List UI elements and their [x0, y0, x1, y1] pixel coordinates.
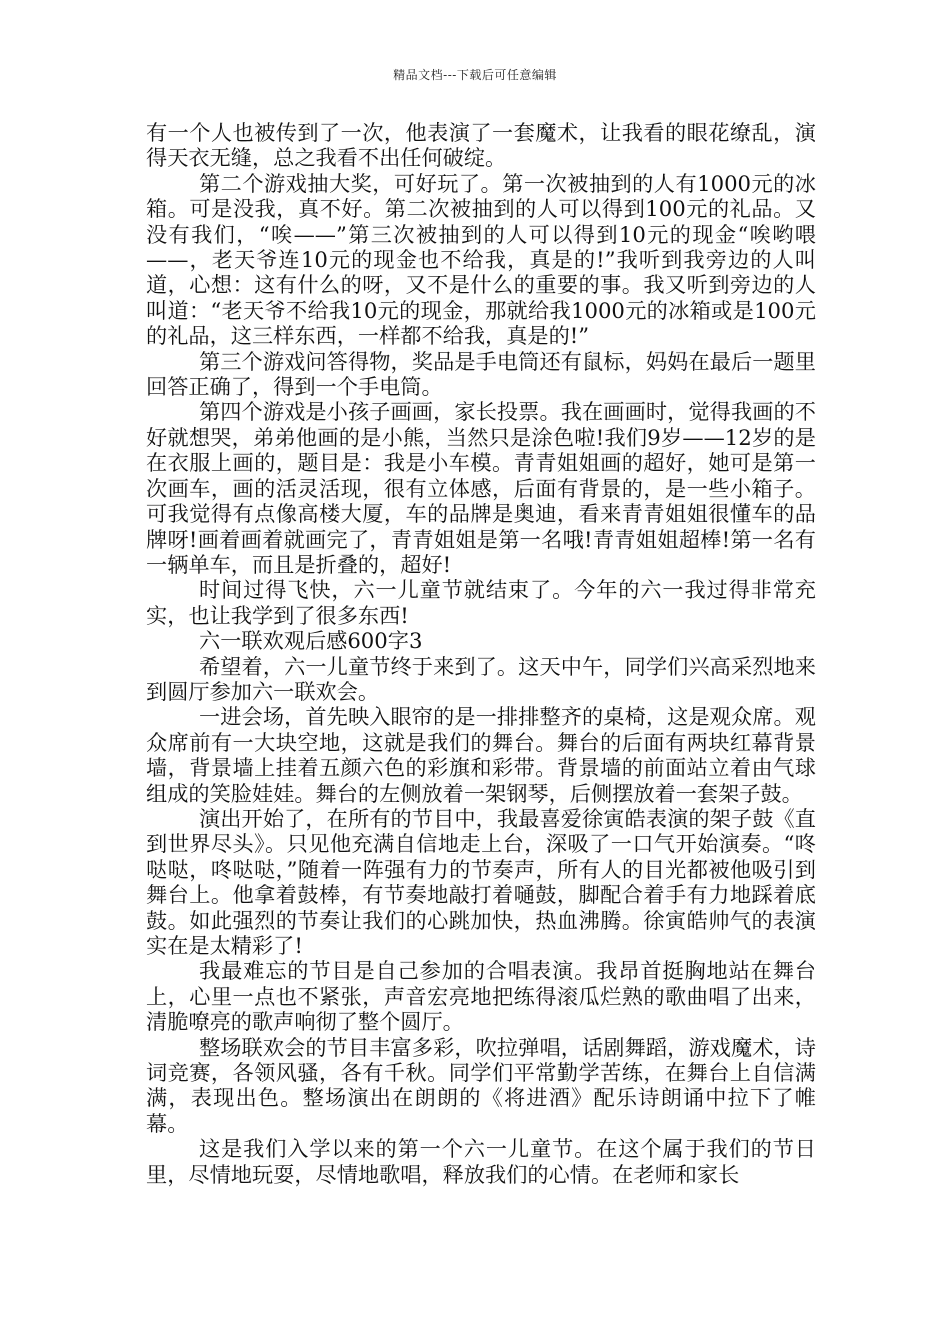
paragraph: 一进会场，首先映入眼帘的是一排排整齐的桌椅，这是观众席。观众席前有一大块空地，这就是我们的舞台。舞台的后面有两块红幕背景墙，背景墙上挂着五颜六色的彩旗和彩带。背景墙的前面站立着由气球组成的笑脸娃娃。舞台的左侧放着一架钢琴，后侧摆放着一套架子鼓。 — [146, 704, 816, 806]
paragraph: 我最难忘的节目是自己参加的合唱表演。我昂首挺胸地站在舞台上，心里一点也不紧张，声音宏亮地把练得滚瓜烂熟的歌曲唱了出来，清脆嘹亮的歌声响彻了整个圆厅。 — [146, 958, 816, 1035]
paragraph: 希望着，六一儿童节终于来到了。这天中午，同学们兴高采烈地来到圆厅参加六一联欢会。 — [146, 653, 816, 704]
section-title: 六一联欢观后感600字3 — [199, 628, 423, 654]
paragraph: 有一个人也被传到了一次，他表演了一套魔术，让我看的眼花缭乱，演得天衣无缝，总之我看不出任何破绽。 — [146, 120, 816, 171]
paragraph: 这是我们入学以来的第一个六一儿童节。在这个属于我们的节日里，尽情地玩耍，尽情地歌唱，释放我们的心情。在老师和家长 — [146, 1136, 816, 1187]
paragraph: 整场联欢会的节目丰富多彩，吹拉弹唱，话剧舞蹈，游戏魔术，诗词竞赛，各领风骚，各有千秋。同学们平常勤学苦练，在舞台上自信满满，表现出色。整场演出在朗朗的《将进酒》配乐诗朗诵中拉下了帷幕。 — [146, 1034, 816, 1136]
paragraph: 演出开始了，在所有的节目中，我最喜爱徐寅皓表演的架子鼓《直到世界尽头》。只见他充满自信地走上台，深吸了一口气开始演奏。“咚哒哒，咚哒哒，”随着一阵强有力的节奏声，所有人的目光都被他吸引到舞台上。他拿着鼓棒，有节奏地敲打着嗵鼓，脚配合着手有力地踩着底鼓。如此强烈的节奏让我们的心跳加快，热血沸腾。徐寅皓帅气的表演实在是太精彩了! — [146, 805, 816, 958]
paragraph: 第三个游戏问答得物，奖品是手电筒还有鼠标，妈妈在最后一题里回答正确了，得到一个手电筒。 — [146, 348, 816, 400]
page-header: 精品文档---下载后可任意编辑 — [393, 68, 557, 82]
paragraph: 时间过得飞快，六一儿童节就结束了。今年的六一我过得非常充实，也让我学到了很多东西! — [146, 577, 816, 628]
paragraph: 第四个游戏是小孩子画画，家长投票。我在画画时，觉得我画的不好就想哭，弟弟他画的是小熊，当然只是涂色啦!我们9岁——12岁的是在衣服上画的，题目是：我是小车模。青青姐姐画的超好，她可是第一次画车，画的活灵活现，很有立体感，后面有背景的，是一些小箱子。可我觉得有点像高楼大厦，车的品牌是奥迪，看来青青姐姐很懂车的品牌呀!画着画着就画完了，青青姐姐是第一名哦!青青姐姐超棒!第一名有一辆单车，而且是折叠的，超好! — [146, 399, 816, 577]
paragraph: 第二个游戏抽大奖，可好玩了。第一次被抽到的人有1000元的冰箱。可是没我，真不好。第二次被抽到的人可以得到100元的礼品。又没有我们，“唉——”第三次被抽到的人可以得到10元的现金“唉哟喂——，老天爷连10元的现金也不给我，真是的!”我听到我旁边的人叫道，心想：这有什么的呀，又不是什么的重要的事。我又听到旁边的人叫道：“老天爷不给我10元的现金，那就给我1000元的冰箱或是100元的礼品，这三样东西，一样都不给我，真是的!” — [146, 170, 816, 349]
document-body — [146, 120, 816, 1187]
